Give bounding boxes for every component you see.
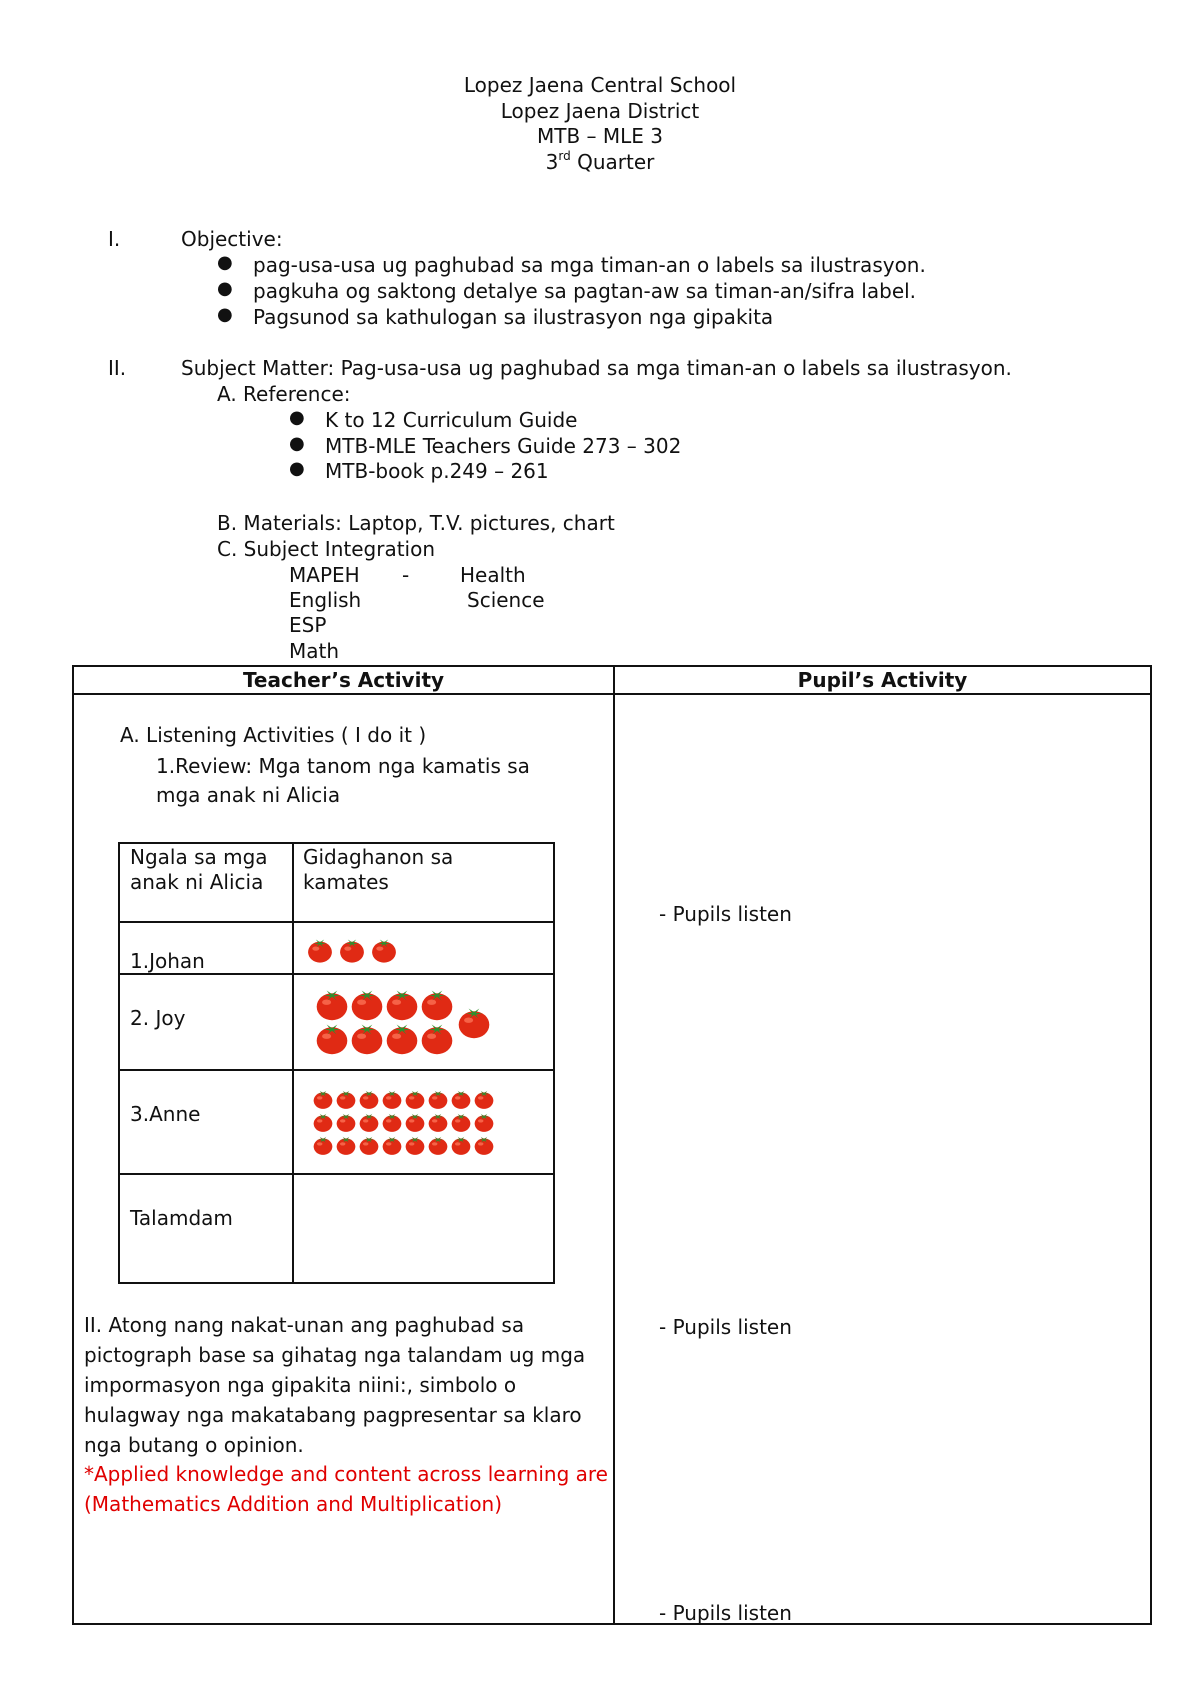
tomato-icon [314, 1020, 350, 1056]
tomato-icon [419, 986, 455, 1022]
quarter [0, 149, 1200, 175]
subject-matter-numeral: II. [108, 356, 127, 380]
tomato-icon [427, 1088, 449, 1110]
tomato-icon [370, 936, 398, 964]
tomato-icon [358, 1088, 380, 1110]
tomato-icon [349, 986, 385, 1022]
tomato-icon [404, 1111, 426, 1133]
table-divider [120, 921, 553, 923]
quarter-suffix: rd [558, 149, 571, 163]
child-name: Talamdam [130, 1206, 233, 1230]
school-name: Lopez Jaena Central School [463, 73, 737, 97]
tomato-icon [306, 936, 334, 964]
integration-esp: ESP [289, 613, 327, 637]
tomato-icon [384, 1020, 420, 1056]
objective-item: pag-usa-usa ug paghubad sa mga timan-an o labels sa ilustrasyon. [253, 253, 926, 277]
child-name: 3.Anne [130, 1102, 201, 1126]
quarter-number: 3 [545, 150, 559, 174]
integration-english: English [289, 588, 362, 612]
applied-knowledge-note: *Applied knowledge and content across learning are (Mathematics Addition and Multiplication) [84, 1462, 608, 1516]
reference-item: MTB-book p.249 – 261 [325, 459, 549, 483]
teacher-activity-header: Teacher’s Activity [242, 668, 445, 692]
table-divider [292, 844, 294, 1282]
tomato-icon [427, 1111, 449, 1133]
integration-health: Health [460, 563, 526, 587]
reference-label: A. Reference: [217, 382, 351, 406]
tomato-icon [312, 1088, 334, 1110]
integration-mapeh: MAPEH [289, 563, 360, 587]
tomato-icon [381, 1134, 403, 1156]
tomato-icon [419, 1020, 455, 1056]
summary-paragraph: II. Atong nang nakat-unan ang paghubad sa pictograph base sa gihatag nga talandam ug mga impormasyon nga gipakita niini:, simbolo o hulagway nga makatabang pagpresentar sa klaro nga butang o opinion. [84, 1313, 586, 1457]
objective-title: Objective: [181, 227, 283, 251]
pictograph-col2-header: Gidaghanon sa kamates [303, 845, 454, 894]
tomato-icon [473, 1088, 495, 1110]
pupil-activity-item: - Pupils listen [659, 902, 792, 926]
tomato-icon [335, 1134, 357, 1156]
tomato-icon [312, 1134, 334, 1156]
table-divider [120, 1069, 553, 1071]
tomato-icon [473, 1134, 495, 1156]
tomato-icon [349, 1020, 385, 1056]
objective-item: Pagsunod sa kathulogan sa ilustrasyon nga gipakita [253, 305, 774, 329]
pictograph-col1-header: Ngala sa mga anak ni Alicia [130, 845, 268, 894]
tomato-icon [358, 1134, 380, 1156]
subject-matter-title: Subject Matter: Pag-usa-usa ug paghubad sa mga timan-an o labels sa ilustrasyon. [181, 356, 1012, 380]
tomato-icon [456, 1004, 492, 1040]
integration-math: Math [289, 639, 340, 663]
tomato-icon [335, 1088, 357, 1110]
child-name: 2. Joy [130, 1006, 186, 1030]
objective-numeral: I. [108, 227, 121, 251]
bullet-icon: ● [289, 407, 305, 428]
table-divider [74, 693, 1150, 695]
bullet-icon: ● [289, 433, 305, 454]
district-name: Lopez Jaena District [500, 99, 700, 123]
pupil-activity-item: - Pupils listen [659, 1601, 792, 1625]
tomato-icon [450, 1088, 472, 1110]
tomato-icon [404, 1088, 426, 1110]
subject-code: MTB – MLE 3 [536, 124, 664, 148]
bullet-icon: ● [217, 304, 233, 325]
materials: B. Materials: Laptop, T.V. pictures, chart [217, 511, 615, 535]
tomato-icon [450, 1134, 472, 1156]
tomato-icon [404, 1134, 426, 1156]
tomato-icon [338, 936, 366, 964]
quarter-word: Quarter [577, 150, 655, 174]
listening-title: A. Listening Activities ( I do it ) [120, 723, 427, 747]
reference-item: K to 12 Curriculum Guide [325, 408, 578, 432]
tomato-icon [450, 1111, 472, 1133]
pupil-activity-header: Pupil’s Activity [797, 668, 968, 692]
table-divider [120, 1173, 553, 1175]
bullet-icon: ● [289, 458, 305, 479]
reference-item: MTB-MLE Teachers Guide 273 – 302 [325, 434, 682, 458]
tomato-icon [381, 1111, 403, 1133]
tomato-icon [314, 986, 350, 1022]
tomato-icon [335, 1111, 357, 1133]
bullet-icon: ● [217, 252, 233, 273]
tomato-icon [473, 1111, 495, 1133]
integration-dash: - [402, 563, 410, 587]
review-line: mga anak ni Alicia [156, 783, 341, 807]
tomato-icon [358, 1111, 380, 1133]
pupil-activity-item: - Pupils listen [659, 1315, 792, 1339]
objective-item: pagkuha og saktong detalye sa pagtan-aw sa timan-an/sifra label. [253, 279, 917, 303]
tomato-icon [427, 1134, 449, 1156]
review-line: 1.Review: Mga tanom nga kamatis sa [156, 754, 530, 778]
bullet-icon: ● [217, 278, 233, 299]
tomato-icon [384, 986, 420, 1022]
tomato-icon [312, 1111, 334, 1133]
tomato-icon [381, 1088, 403, 1110]
integration-science: Science [467, 588, 545, 612]
child-name: 1.Johan [130, 949, 205, 973]
integration-label: C. Subject Integration [217, 537, 436, 561]
pictograph-table [118, 842, 555, 1284]
